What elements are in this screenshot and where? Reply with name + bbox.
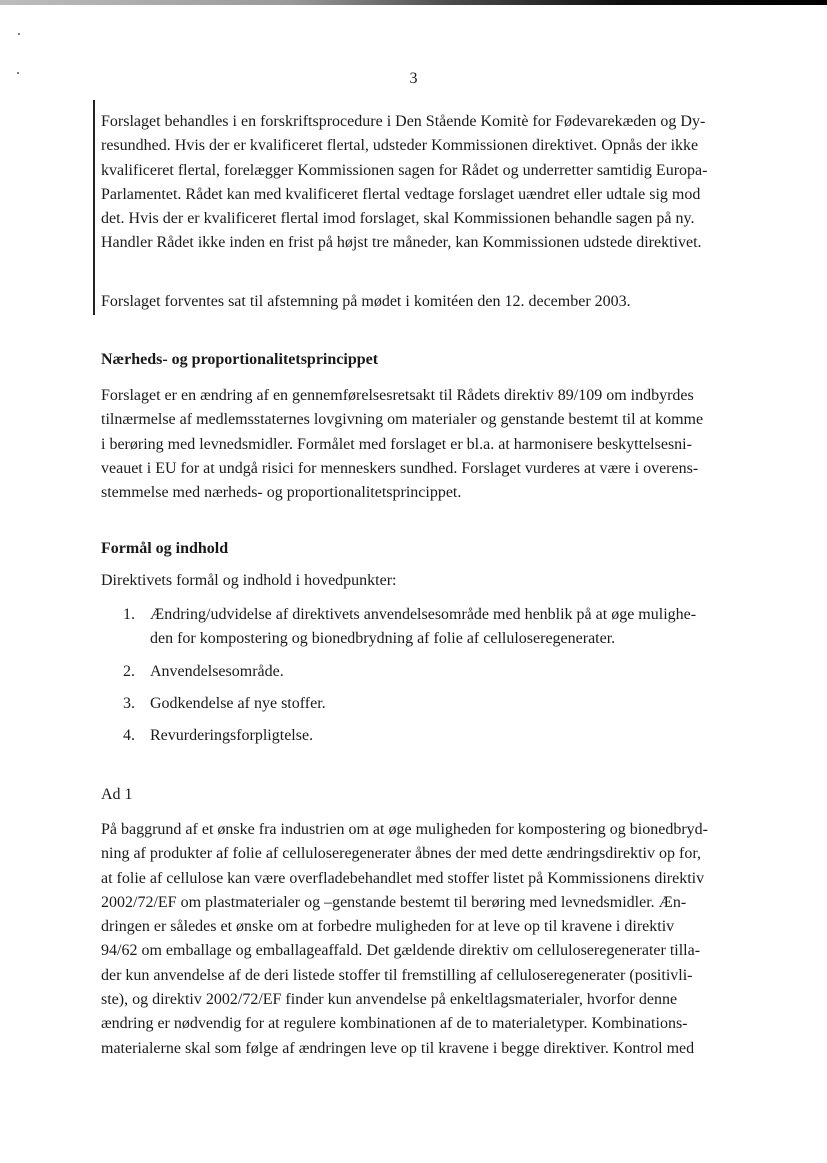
text-line: Revurderingsforpligtelse. [150, 727, 314, 745]
text-line: den for kompostering og bionedbrydning af folie af celluloseregenerater. [150, 630, 616, 648]
text-line: kvalificeret flertal, forelægger Kommissionen sagen for Rådet og underretter samtidig Europa- [101, 161, 708, 179]
list-item [123, 692, 696, 716]
list-item [123, 660, 696, 684]
text-line: at folie af cellulose kan være overfladebehandlet med stoffer listet på Kommissionens direktiv [101, 869, 705, 887]
text-line: Forslaget forventes sat til afstemning på mødet i komitéen den 12. december 2003. [101, 293, 631, 310]
section-heading-purpose: Formål og indhold [101, 540, 229, 557]
text-line: veauet i EU for at undgå risici for menneskers sundhed. Forslaget vurderes at være i overens- [101, 459, 699, 477]
text-line: På baggrund af et ønske fra industrien om at øge muligheden for kompostering og bionedbryd- [101, 821, 708, 838]
text-line: ning af produkter af folie af celluloseregenerater åbnes der med dette ændringsdirektiv op for, [101, 845, 702, 863]
list-text [150, 724, 696, 748]
text-line: resundhed. Hvis der er kvalificeret flertal, udsteder Kommissionen direktivet. Opnås der ikke [101, 137, 699, 155]
text-line: Parlamentet. Rådet kan med kvalificeret flertal vedtage forslaget uændret eller udtale sig mod [101, 185, 701, 203]
ad1-paragraph [101, 818, 741, 1061]
text-line: Direktivets formål og indhold i hovedpunkter: [101, 572, 397, 589]
text-line: stemmelse med nærheds- og proportionalitetsprincippet. [101, 484, 462, 502]
text-line: Ad 1 [101, 786, 133, 803]
purpose-intro [101, 569, 741, 593]
intro-paragraph [101, 110, 741, 256]
section-heading-subsidiarity: Nærheds- og proportionalitetsprincippet [101, 351, 379, 368]
text-line: det. Hvis der er kvalificeret flertal imod forslaget, skal Kommissionen behandle sagen på ny. [101, 210, 695, 228]
text-line: dringen er således et ønske om at forbedre muligheden for at leve op til kravene i direktiv [101, 918, 675, 936]
list-number: 4. [123, 727, 135, 745]
list-item [123, 603, 696, 652]
subsidiarity-paragraph [101, 384, 741, 505]
scan-speck [18, 33, 20, 35]
text-line: ste), og direktiv 2002/72/EF finder kun anvendelse på enkeltlagsmaterialer, hvorfor denne [101, 991, 678, 1009]
list-text [150, 692, 696, 716]
list-text [150, 603, 696, 652]
text-line: 2002/72/EF om plastmaterialer og –genstande bestemt til berøring med levnedsmidler. Æn- [101, 893, 687, 911]
scan-edge [0, 0, 827, 5]
change-bar [93, 100, 95, 315]
list-item [123, 724, 696, 748]
text-line: Forslaget er en ændring af en gennemførelsesretsakt til Rådets direktiv 89/109 om indbyrdes [101, 387, 694, 404]
text-line: ændring er nødvendig for at regulere kombinationen af de to materialetyper. Kombinations- [101, 1015, 688, 1033]
list-number: 3. [123, 694, 135, 712]
vote-paragraph [101, 290, 741, 314]
list-number: 2. [123, 662, 135, 680]
text-line: Forslaget behandles i en forskriftsprocedure i Den Stående Komitè for Fødevarekæden og Dy- [101, 113, 706, 130]
text-line: i berøring med levnedsmidler. Formålet med forslaget er bl.a. at harmonisere beskyttelsesni- [101, 435, 692, 453]
text-line: Handler Rådet ikke inden en frist på højst tre måneder, kan Kommissionen udstede direktivet. [101, 234, 702, 252]
purpose-list [123, 603, 696, 748]
text-line: 94/62 om emballage og emballageaffald. Det gældende direktiv om celluloseregenerater tilla- [101, 942, 701, 960]
text-line: Godkendelse af nye stoffer. [150, 694, 326, 712]
page-number: 3 [409, 70, 418, 87]
text-line: materialerne skal som følge af ændringen leve op til kravene i begge direktiver. Kontrol med [101, 1039, 695, 1057]
ad1-heading [101, 783, 741, 807]
text-line: tilnærmelse af medlemsstaternes lovgivning om materialer og genstande bestemt til at komme [101, 411, 704, 429]
list-text [150, 660, 696, 684]
text-line: der kun anvendelse af de deri listede stoffer til fremstilling af celluloseregenerater (positivli- [101, 966, 693, 984]
text-line: Anvendelsesområde. [150, 662, 284, 680]
text-line: Ændring/udvidelse af direktivets anvendelsesområde med henblik på at øge mulighe- [150, 606, 697, 623]
list-number: 1. [123, 606, 135, 623]
